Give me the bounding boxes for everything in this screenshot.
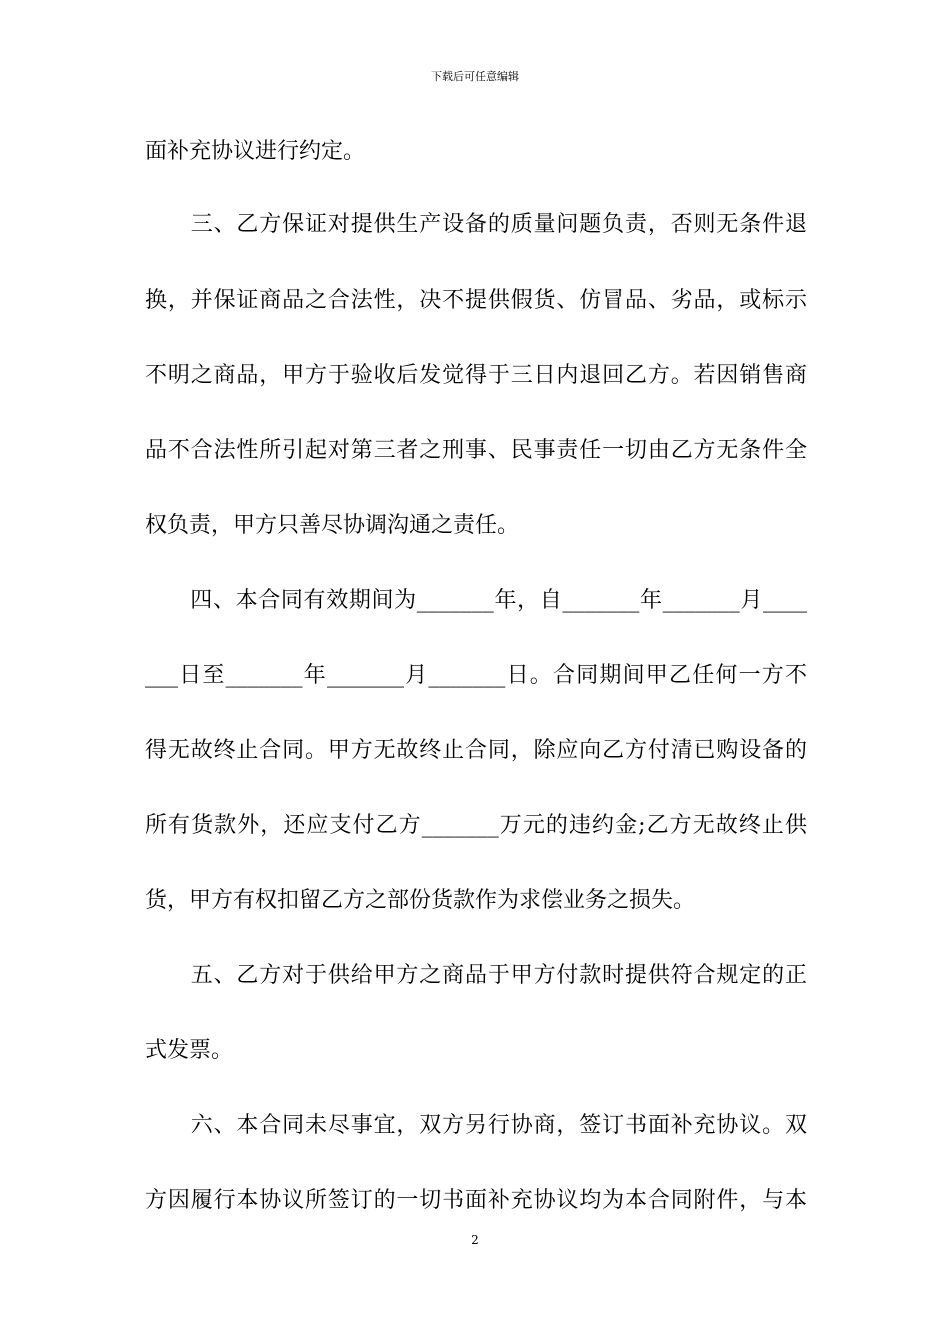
text-line: 换，并保证商品之合法性，决不提供假货、仿冒品、劣品，或标示 <box>145 288 807 313</box>
text-line: 权负责，甲方只善尽协调沟通之责任。 <box>145 513 520 538</box>
text-line: 五、乙方对于供给甲方之商品于甲方付款时提供符合规定的正 <box>145 963 807 988</box>
text-line: 式发票。 <box>145 1038 234 1063</box>
text-line: 不明之商品，甲方于验收后发觉得于三日内退回乙方。若因销售商 <box>145 363 807 388</box>
text-line: 所有货款外，还应支付乙方_______万元的违约金;乙方无故终止供 <box>145 813 807 838</box>
text-line: ___日至_______年_______月_______日。合同期间甲乙任何一方不 <box>145 663 807 688</box>
text-line: 四、本合同有效期间为_______年，自_______年_______月____ <box>145 588 807 613</box>
text-line: 方因履行本协议所签订的一切书面补充协议均为本合同附件，与本 <box>145 1188 807 1213</box>
text-line: 面补充协议进行约定。 <box>145 139 366 164</box>
page-number: 2 <box>471 1233 479 1247</box>
header-note: 下载后可任意编辑 <box>431 70 519 83</box>
text-line: 品不合法性所引起对第三者之刑事、民事责任一切由乙方无条件全 <box>145 438 807 463</box>
text-line: 货，甲方有权扣留乙方之部份货款作为求偿业务之损失。 <box>145 888 696 913</box>
text-line: 三、乙方保证对提供生产设备的质量问题负责，否则无条件退 <box>145 212 807 237</box>
text-line: 得无故终止合同。甲方无故终止合同，除应向乙方付清已购设备的 <box>145 738 807 763</box>
text-line: 六、本合同未尽事宜，双方另行协商，签订书面补充协议。双 <box>145 1113 807 1138</box>
